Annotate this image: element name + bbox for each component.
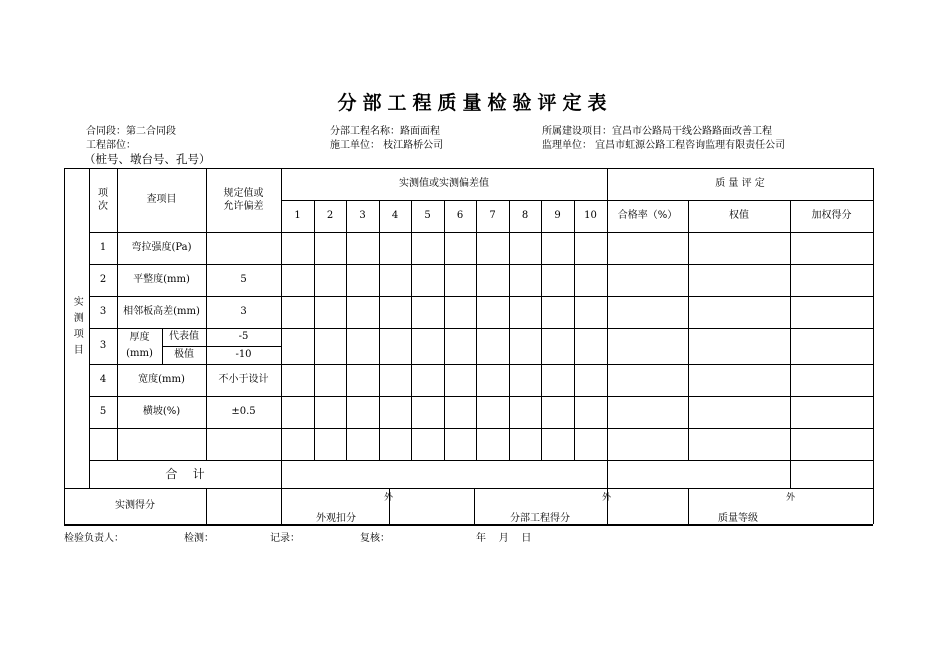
section-score-label: 分部工程得分 xyxy=(510,513,570,524)
footer-recorder: 记录： xyxy=(270,533,300,544)
col-header: 4 xyxy=(391,210,399,222)
row-spec: 5 xyxy=(240,274,247,286)
row-no: 2 xyxy=(99,274,107,286)
thickness-label: 厚度 (mm) xyxy=(126,332,153,359)
header-quality: 质 量 评 定 xyxy=(715,178,765,190)
header-weighted-score: 加权得分 xyxy=(811,210,852,222)
header-spec: 规定值或 允许偏差 xyxy=(223,187,264,212)
supervision-unit: 监理单位： 宜昌市虹源公路工程咨询监理有限责任公司 xyxy=(542,140,786,151)
row-spec: 不小于设计 xyxy=(218,374,269,386)
contract-section: 合同段：第二合同段 xyxy=(86,126,176,137)
header-weight: 权值 xyxy=(729,210,749,222)
page-title: 分部工程质量检验评定表 xyxy=(337,92,613,114)
thickness-ext-label: 极值 xyxy=(174,349,194,361)
col-header: 1 xyxy=(294,210,301,222)
stake-label: （桩号、墩台号、孔号） xyxy=(84,152,211,166)
project-location: 工程部位： xyxy=(86,140,136,151)
side-label xyxy=(64,168,89,488)
thickness-rep-label: 代表值 xyxy=(169,331,199,343)
row-item: 宽度(mm) xyxy=(138,374,185,386)
score-label: 实测得分 xyxy=(115,500,155,512)
wai-mark: 外 xyxy=(786,493,796,503)
row-item: 横坡(%) xyxy=(142,406,181,418)
header-pass-rate: 合格率（%） xyxy=(617,210,678,222)
col-header: 9 xyxy=(554,210,561,222)
parent-project: 所属建设项目：宜昌市公路局干线公路路面改善工程 xyxy=(542,126,772,137)
subproject-name: 分部工程名称：路面面程 xyxy=(330,126,440,137)
col-header: 6 xyxy=(456,210,464,222)
footer-reviewer: 复核： xyxy=(360,533,390,544)
header-check-item: 查项目 xyxy=(146,194,177,206)
col-header: 2 xyxy=(326,210,334,222)
row-item: 平整度(mm) xyxy=(133,274,190,286)
row-no: 3 xyxy=(99,306,107,318)
col-header: 5 xyxy=(424,210,431,222)
total-label: 合 计 xyxy=(165,466,205,481)
row-spec: 3 xyxy=(240,306,247,318)
row-item: 弯拉强度(Pa) xyxy=(131,242,192,254)
header-item-no: 项 次 xyxy=(98,187,108,212)
construction-unit: 施工单位： 枝江路桥公司 xyxy=(330,140,444,151)
row-spec xyxy=(206,232,281,264)
row-no: 3 xyxy=(99,340,107,352)
row-spec: ±0.5 xyxy=(231,406,256,418)
row-no: 5 xyxy=(99,406,107,418)
footer-date: 年 月 日 xyxy=(476,533,532,544)
header-measured: 实测值或实测偏差值 xyxy=(399,178,489,190)
row-no: 1 xyxy=(99,242,107,254)
col-header: 3 xyxy=(359,210,366,222)
wai-mark: 外 xyxy=(384,493,394,503)
row-no: 4 xyxy=(99,374,107,386)
quality-grade-label: 质量等级 xyxy=(718,513,758,524)
footer-inspector: 检验负责人： xyxy=(64,533,124,544)
footer-tester: 检测： xyxy=(184,533,214,544)
side-label-text: 实测项目 xyxy=(71,296,83,360)
thickness-ext-spec: -10 xyxy=(235,349,252,361)
row-item: 相邻板高差(mm) xyxy=(123,306,200,318)
wai-mark: 外 xyxy=(602,493,612,503)
thickness-rep-spec: -5 xyxy=(238,331,249,343)
col-header: 7 xyxy=(489,210,496,222)
col-header: 8 xyxy=(521,210,529,222)
col-header: 10 xyxy=(584,210,597,222)
appearance-deduction-label: 外观扣分 xyxy=(316,513,356,524)
